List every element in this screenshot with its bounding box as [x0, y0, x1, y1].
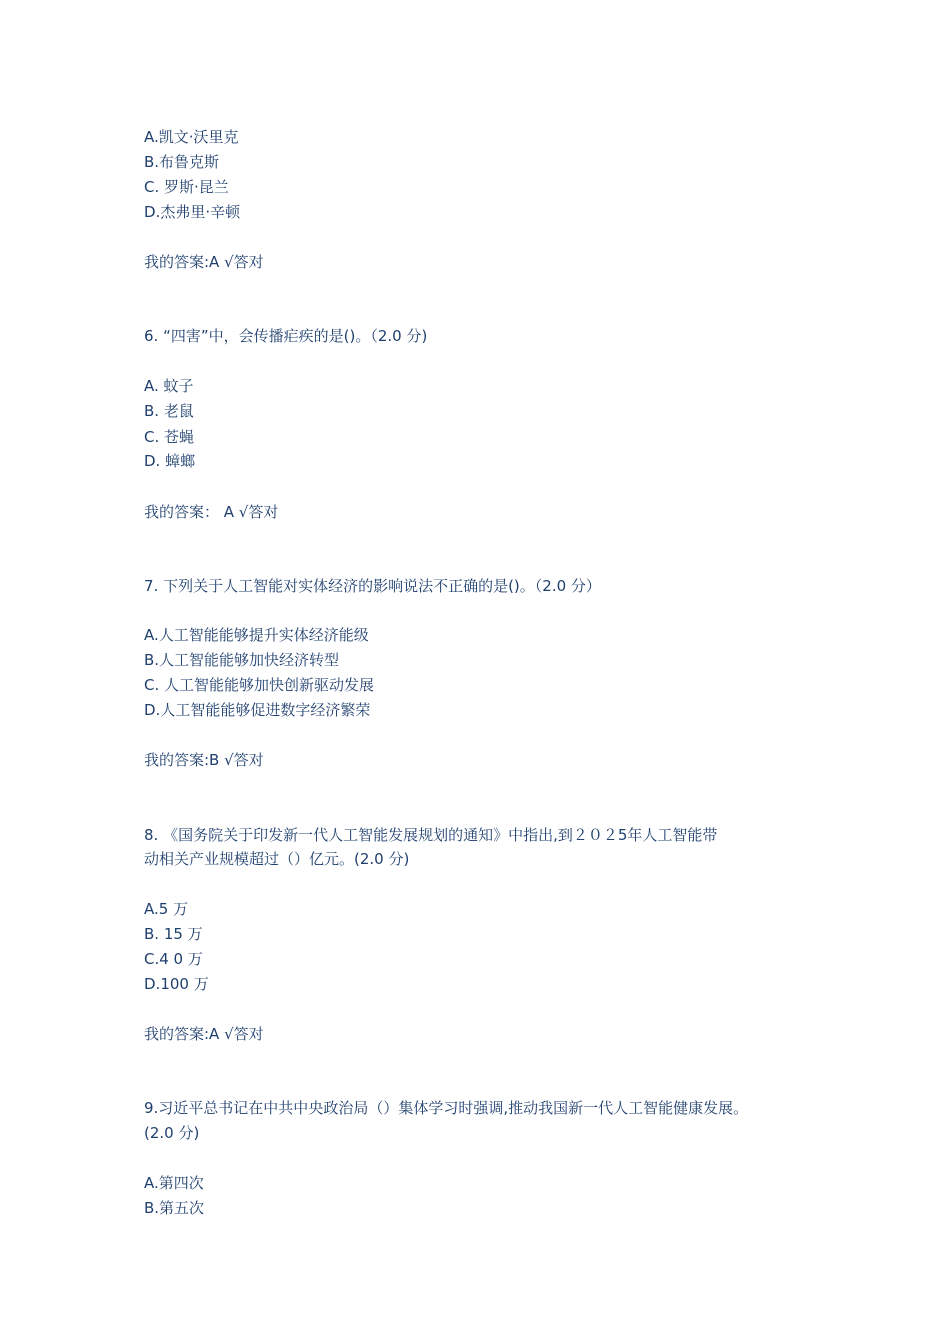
q9-option-a: A.第四次 [144, 1174, 204, 1192]
q6-option-c: C. 苍蝇 [144, 428, 195, 446]
q7-option-a: A.人工智能能够提升实体经济能级 [144, 626, 369, 644]
q6-option-b: B. 老鼠 [144, 402, 194, 420]
q8-question-line1: 8. 《国务院关于印发新一代人工智能发展规划的通知》中指出,到２０２5年人工智能带 [144, 826, 718, 844]
q8-option-c: C.4 0 万 [144, 950, 203, 968]
q6-answer: 我的答案： A √答对 [144, 503, 279, 521]
q7-option-d: D.人工智能能够促进数字经济繁荣 [144, 701, 371, 719]
q8-answer: 我的答案:A √答对 [144, 1025, 264, 1043]
q8-option-a: A.5 万 [144, 900, 189, 918]
q7-question: 7. 下列关于人工智能对实体经济的影响说法不正确的是()。（2.0 分） [144, 577, 601, 595]
q8-question-line2: 动相关产业规模超过（）亿元。(2.0 分) [144, 850, 410, 868]
q9-question-line2: (2.0 分) [144, 1124, 200, 1142]
q5-answer: 我的答案:A √答对 [144, 253, 264, 271]
q5-option-b: B.布鲁克斯 [144, 153, 220, 171]
q5-option-c: C. 罗斯·昆兰 [144, 178, 229, 196]
q5-option-a: A.凯文·沃里克 [144, 128, 239, 146]
q5-option-d: D.杰弗里·辛顿 [144, 203, 241, 221]
q6-question: 6. “四害”中，会传播疟疾的是()。（2.0 分) [144, 327, 428, 345]
q7-option-c: C. 人工智能能够加快创新驱动发展 [144, 676, 375, 694]
q9-question-line1: 9.习近平总书记在中共中央政治局（）集体学习时强调,推动我国新一代人工智能健康发展。 [144, 1099, 749, 1117]
q6-option-a: A. 蚊子 [144, 377, 194, 395]
q8-option-d: D.100 万 [144, 975, 209, 993]
q7-option-b: B.人工智能能够加快经济转型 [144, 651, 340, 669]
q9-option-b: B.第五次 [144, 1199, 205, 1217]
q8-option-b: B. 15 万 [144, 925, 203, 943]
q6-option-d: D. 蟑螂 [144, 452, 196, 470]
q7-answer: 我的答案:B √答对 [144, 751, 264, 769]
